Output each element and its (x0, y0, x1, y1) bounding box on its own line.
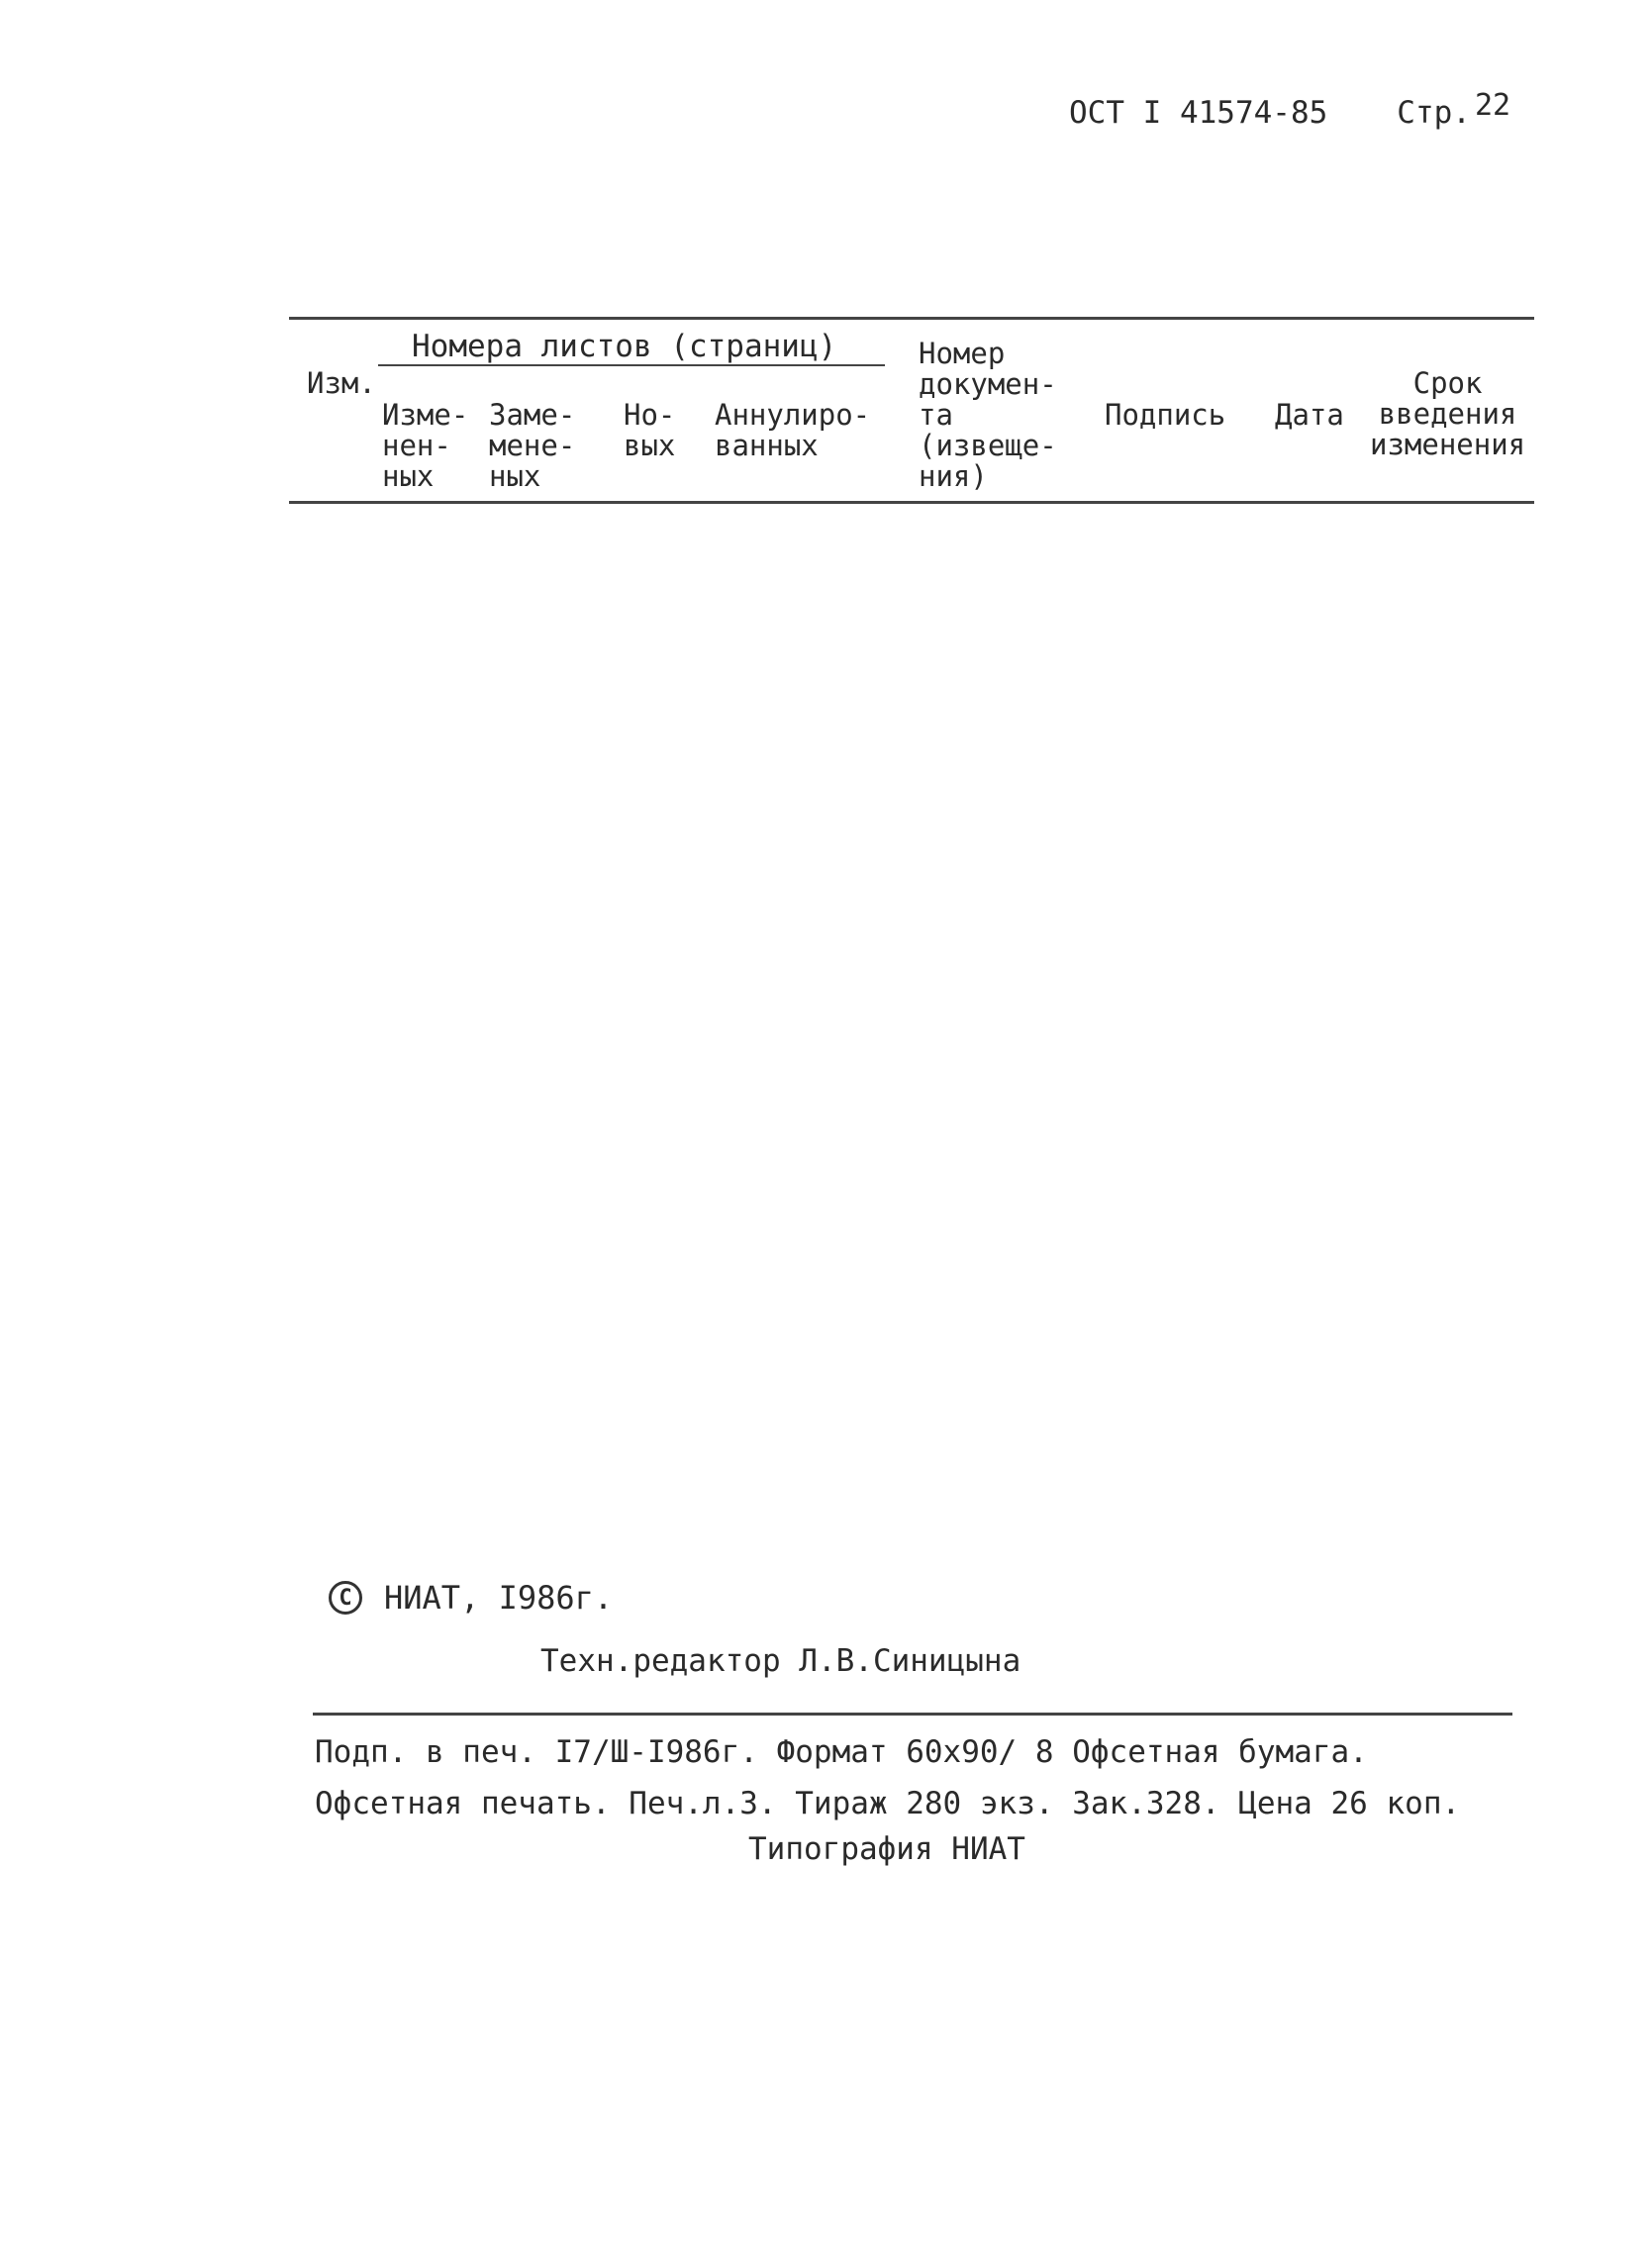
table-bottom-rule (289, 501, 1534, 504)
copyright-icon: C (329, 1581, 362, 1615)
copyright-text: НИАТ, I986г. (384, 1579, 614, 1617)
table-group-title: Номера листов (страниц) (412, 329, 837, 364)
column-header-deadline: Срок введения изменения (1370, 366, 1526, 461)
column-header-signature: Подпись (1105, 398, 1226, 432)
tech-editor: Техн.редактор Л.В.Синицына (540, 1643, 1021, 1679)
page-number: 22 (1474, 88, 1511, 123)
column-header-doc-number: Номер докумен- та (извеще- ния) (919, 337, 1057, 493)
column-header-replaced: Заме- мене- ных (489, 398, 576, 493)
standard-number: ОСТ I 41574-85 (1069, 95, 1328, 131)
copyright-line (329, 1579, 613, 1617)
page-label: Стр. (1397, 95, 1471, 131)
column-header-changed: Изме- нен- ных (382, 398, 469, 493)
imprint-line-1: Подп. в печ. I7/Ш-I986г. Формат 60х90/ 8 Офсетная бумага. (315, 1734, 1368, 1770)
column-header-date: Дата (1275, 398, 1344, 432)
column-header-izm: Изм. (307, 366, 376, 400)
imprint-line-3: Типография НИАТ (748, 1831, 1025, 1867)
column-header-annulled: Аннулиро- ванных (715, 398, 871, 462)
imprint-divider (313, 1713, 1512, 1716)
table-top-rule (289, 317, 1534, 320)
page-header (1069, 88, 1511, 131)
imprint-line-2: Офсетная печать. Печ.л.3. Тираж 280 экз. Зак.328. Цена 26 коп. (315, 1786, 1461, 1821)
table-group-underline (378, 364, 885, 366)
column-header-new: Но- вых (624, 398, 676, 462)
